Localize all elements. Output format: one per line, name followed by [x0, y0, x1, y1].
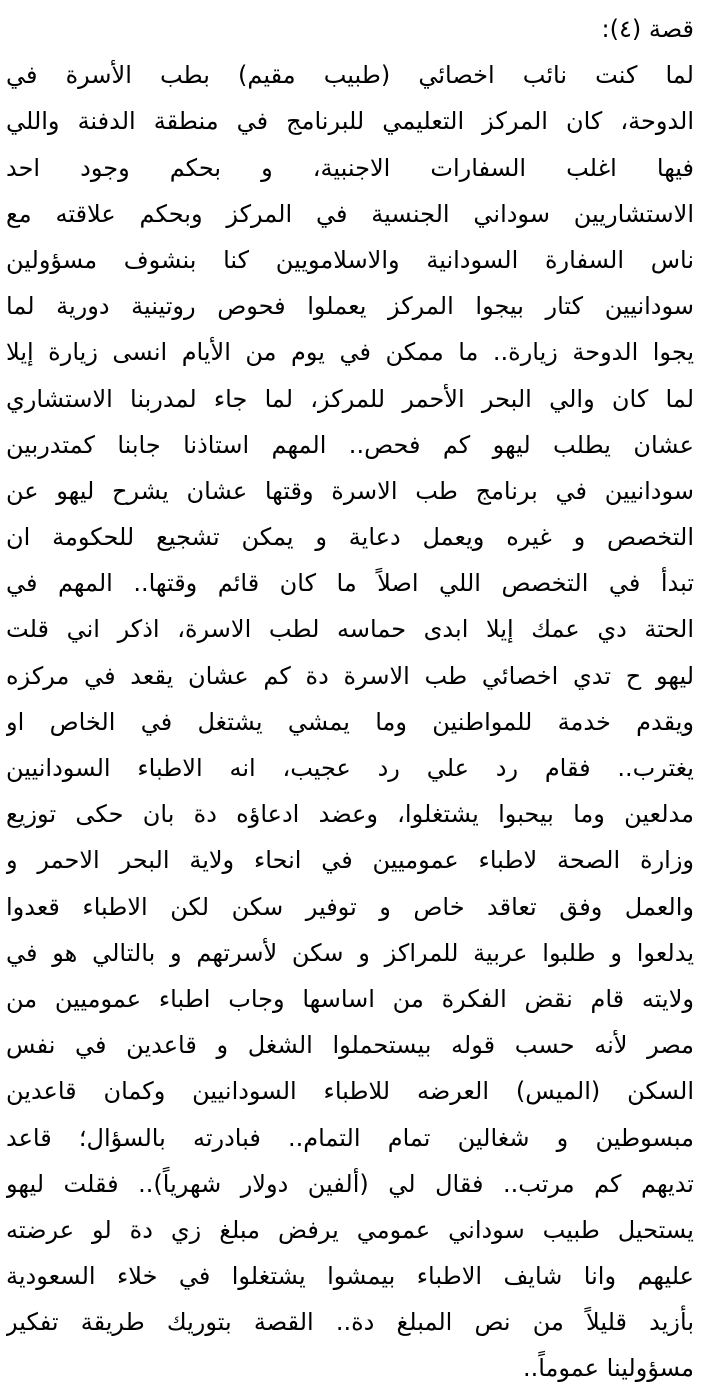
text-line: سودانيين في برنامج طب الاسرة وقتها عشان يشرح ليهو عن: [6, 476, 694, 505]
text-line: ناس السفارة السودانية والاسلامويين كنا بنشوف مسؤولين: [6, 245, 694, 274]
text-line: تبدأ في التخصص اللي اصلاً ما كان قائم وقتها.. المهم في: [6, 569, 694, 598]
text-line: تديهم كم مرتب.. فقال لي (ألفين دولار شهرياً).. فقلت ليهو: [6, 1169, 694, 1198]
text-line: عليهم وانا شايف الاطباء بيمشوا يشتغلوا في خلاء السعودية: [6, 1262, 694, 1291]
text-line: مدلعين وما بيحبوا يشتغلوا، وعضد ادعاؤه دة بان حكى توزيع: [6, 800, 694, 829]
text-line: ويقدم خدمة للمواطنين وما يمشي يشتغل في الخاص او: [6, 707, 694, 736]
text-line: يغترب.. فقام رد علي رد عجيب، انه الاطباء السودانيين: [6, 754, 694, 782]
text-line-last: مسؤولينا عموماً..: [522, 1354, 694, 1383]
text-line: لما كان والي البحر الأحمر للمركز، لما جاء لمدربنا الاستشاري: [6, 384, 694, 413]
text-line: وزارة الصحة لاطباء عموميين في انحاء ولاية البحر الاحمر و: [6, 846, 694, 875]
text-line: مصر لأنه حسب قوله بيستحملوا الشغل و قاعدين في نفس: [6, 1031, 694, 1060]
text-line: الاستشاريين سوداني الجنسية في المركز وبحكم علاقته مع: [6, 199, 694, 228]
text-line: يستحيل طبيب سوداني عمومي يرفض مبلغ زي دة لو عرضته: [6, 1215, 694, 1244]
text-line: الحتة دي عمك إيلا ابدى حماسه لطب الاسرة، اذكر اني قلت: [6, 615, 694, 644]
text-line: يدلعوا و طلبوا عربية للمراكز و سكن لأسرتهم و بالتالي هو في: [6, 938, 694, 967]
text-line: سودانيين كتار بيجوا المركز يعملوا فحوص روتينية دورية لما: [6, 292, 694, 321]
story-title: قصة (٤):: [601, 15, 694, 43]
text-line: فيها اغلب السفارات الاجنبية، و بحكم وجود احد: [6, 153, 694, 182]
text-line: التخصص و غيره ويعمل دعاية و يمكن تشجيع للحكومة ان: [6, 523, 694, 552]
text-line: عشان يطلب ليهو كم فحص.. المهم استاذنا جابنا كمتدربين: [6, 430, 694, 459]
text-line: السكن (الميس) العرضه للاطباء السودانيين وكمان قاعدين: [6, 1077, 694, 1106]
text-line: ولايته قام نقض الفكرة من اساسها وجاب اطباء عموميين من: [6, 984, 694, 1013]
text-line: بأزيد قليلاً من نص المبلغ دة.. القصة بتوريك طريقة تفكير: [6, 1308, 694, 1337]
text-line: مبسوطين و شغالين تمام التمام.. فبادرته بالسؤال؛ قاعد: [6, 1123, 694, 1152]
text-line: لما كنت نائب اخصائي (طبيب مقيم) بطب الأسرة في: [6, 61, 694, 90]
text-line: الدوحة، كان المركز التعليمي للبرنامج في منطقة الدفنة واللي: [6, 107, 694, 136]
text-line: يجوا الدوحة زيارة.. ما ممكن في يوم من الأيام انسى زيارة إيلا: [6, 338, 694, 367]
text-line: ليهو ح تدي اخصائي طب الاسرة دة كم عشان يقعد في مركزه: [6, 661, 694, 690]
text-line: والعمل وفق تعاقد خاص و توفير سكن لكن الاطباء قعدوا: [6, 892, 694, 921]
